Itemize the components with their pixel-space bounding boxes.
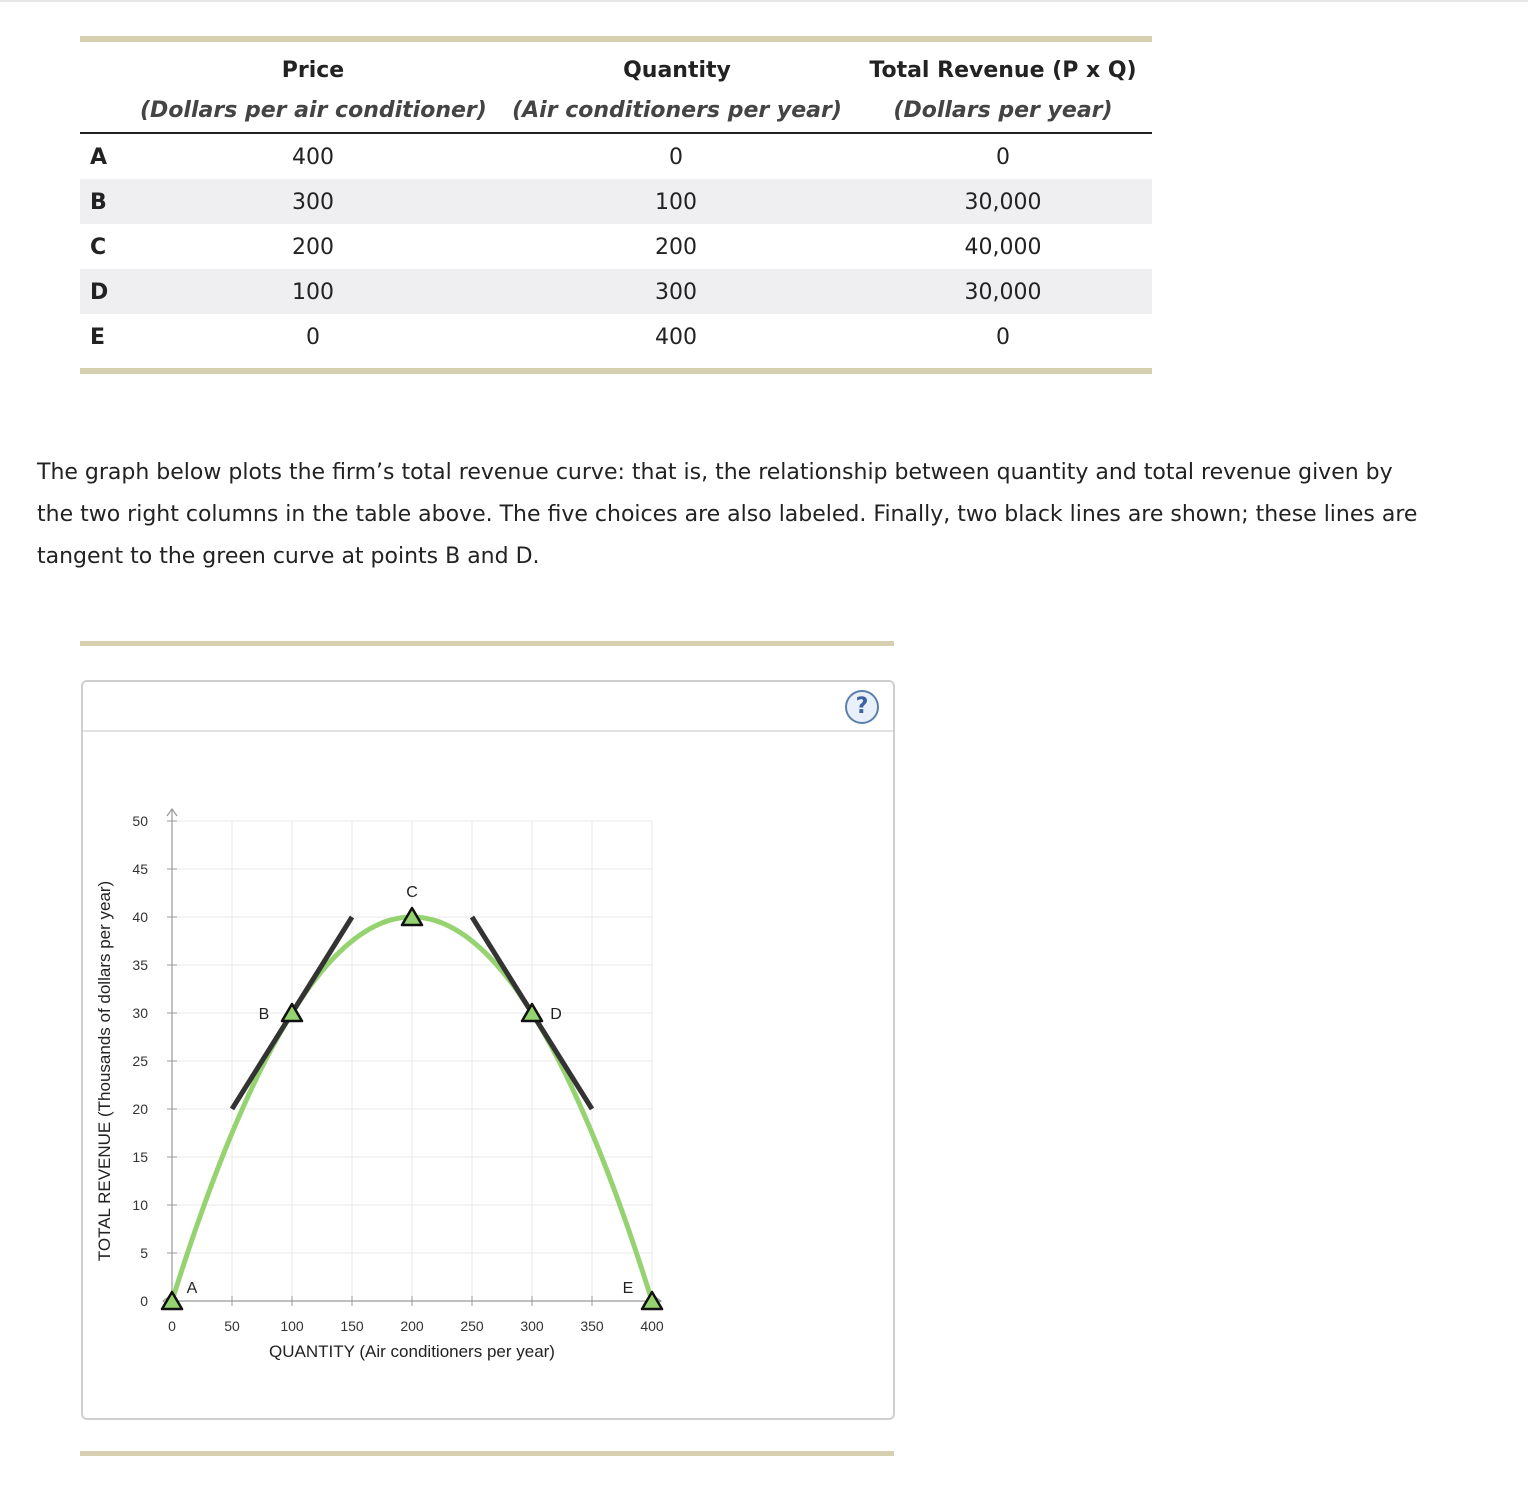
x-tick-label: 250 (460, 1318, 484, 1334)
price-cell: 200 (292, 235, 334, 260)
y-axis-title: TOTAL REVENUE (Thousands of dollars per year) (95, 880, 114, 1262)
description-line: tangent to the green curve at points B and D. (37, 544, 540, 569)
table-header (80, 42, 1152, 134)
y-tick-label: 40 (132, 909, 148, 925)
quantity-cell: 200 (655, 235, 697, 260)
top-divider (0, 0, 1528, 2)
y-tick-label: 20 (132, 1101, 148, 1117)
price-cell: 300 (292, 190, 334, 215)
header-price-title: Price (281, 58, 345, 83)
point-label: A (186, 1280, 198, 1297)
point-label: D (550, 1006, 562, 1023)
description-line: The graph below plots the firm’s total revenue curve: that is, the relationship between quantity and total revenue given by (37, 460, 1393, 485)
x-tick-label: 200 (400, 1318, 424, 1334)
x-tick-label: 300 (520, 1318, 544, 1334)
header-quantity-title: Quantity (623, 58, 731, 83)
x-tick-label: 350 (580, 1318, 604, 1334)
revenue-cell: 30,000 (964, 280, 1042, 305)
x-tick-label: 150 (340, 1318, 364, 1334)
y-tick-label: 35 (132, 957, 148, 973)
y-tick-label: 0 (140, 1293, 148, 1309)
y-tick-label: 15 (132, 1149, 148, 1165)
row-label: A (90, 145, 108, 170)
x-tick-label: 50 (224, 1318, 240, 1334)
table-row (80, 179, 1152, 224)
revenue-cell: 0 (996, 145, 1010, 170)
graph-panel (81, 680, 895, 1420)
x-tick-label: 100 (280, 1318, 304, 1334)
row-label: E (90, 325, 106, 350)
table-row (80, 134, 1152, 179)
y-tick-label: 50 (132, 813, 148, 829)
price-cell: 0 (306, 325, 320, 350)
y-tick-label: 45 (132, 861, 148, 877)
description-line: the two right columns in the table above. The five choices are also labeled. Finally, two black lines are shown; these lines are (37, 502, 1418, 527)
revenue-cell: 40,000 (964, 235, 1042, 260)
table-bottom-rule (80, 368, 1152, 374)
header-quantity-subtitle: (Air conditioners per year) (512, 98, 842, 123)
y-tick-label: 25 (132, 1053, 148, 1069)
revenue-table (80, 36, 1152, 374)
table-row (80, 224, 1152, 269)
quantity-cell: 0 (669, 145, 683, 170)
graph-top-rule (80, 641, 894, 646)
point-label: B (258, 1006, 270, 1023)
x-axis-title: QUANTITY (Air conditioners per year) (269, 1342, 555, 1361)
row-label: C (90, 235, 107, 260)
price-cell: 400 (292, 145, 334, 170)
y-tick-label: 5 (140, 1245, 148, 1261)
graph-panel-header (83, 682, 893, 732)
header-revenue-title: Total Revenue (P x Q) (869, 58, 1137, 83)
total-revenue-chart (83, 732, 889, 1418)
x-tick-label: 400 (640, 1318, 664, 1334)
quantity-cell: 100 (655, 190, 697, 215)
table-row (80, 269, 1152, 314)
graph-bottom-rule (80, 1451, 894, 1456)
quantity-cell: 300 (655, 280, 697, 305)
point-label: C (406, 884, 418, 901)
y-tick-label: 30 (132, 1005, 148, 1021)
graph-description (37, 452, 1437, 578)
header-price-subtitle: (Dollars per air conditioner) (140, 98, 487, 123)
point-label: E (622, 1280, 634, 1297)
row-label: D (90, 280, 109, 305)
quantity-cell: 400 (655, 325, 697, 350)
row-label: B (90, 190, 107, 215)
table-row (80, 314, 1152, 359)
price-cell: 100 (292, 280, 334, 305)
x-tick-label: 0 (168, 1318, 176, 1334)
y-tick-label: 10 (132, 1197, 148, 1213)
revenue-cell: 30,000 (964, 190, 1042, 215)
help-icon[interactable]: ? (845, 690, 879, 724)
header-revenue-subtitle: (Dollars per year) (893, 98, 1113, 123)
revenue-cell: 0 (996, 325, 1010, 350)
